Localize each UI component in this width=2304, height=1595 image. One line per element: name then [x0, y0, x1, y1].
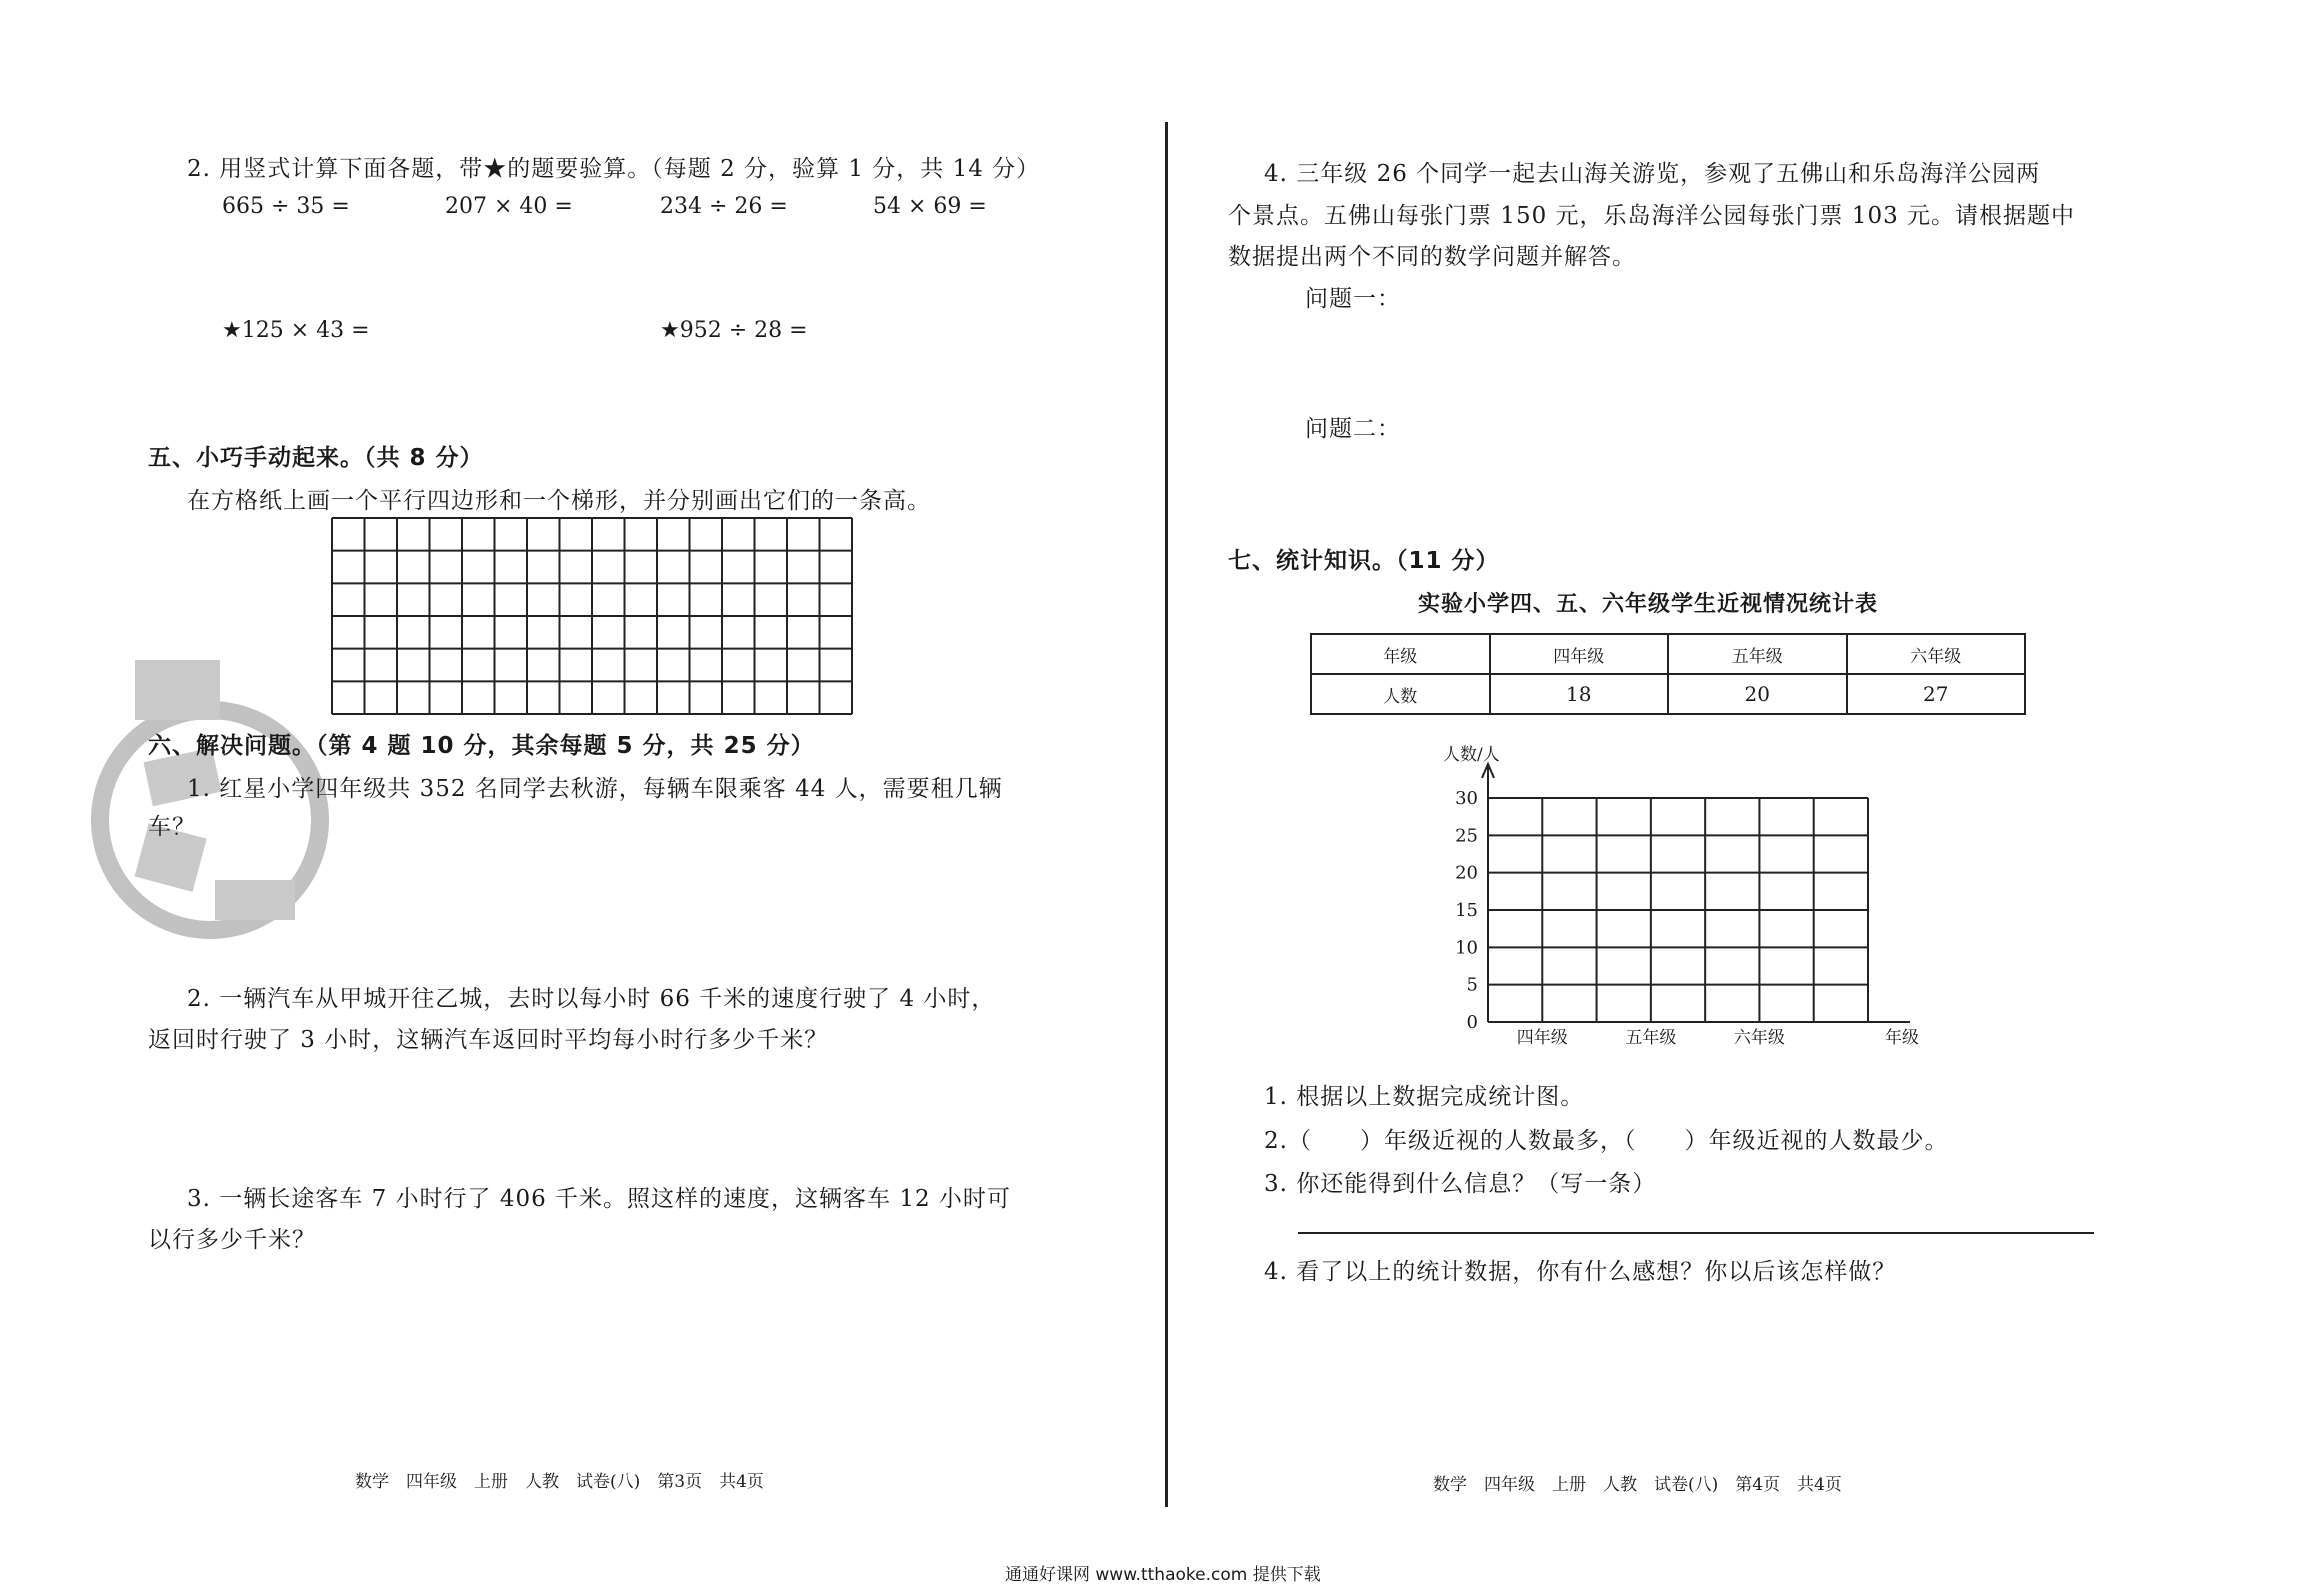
stats-question-1: 1. 根据以上数据完成统计图。	[1264, 1084, 1585, 1110]
problem-4-text-cont: 个景点。五佛山每张门票 150 元，乐岛海洋公园每张门票 103 元。请根据题中	[1228, 203, 2076, 229]
calc-item: 234 ÷ 26 =	[660, 194, 788, 219]
x-tick-label: 五年级	[1625, 1028, 1677, 1048]
y-tick-label: 5	[1466, 974, 1478, 996]
section-5-instruction: 在方格纸上画一个平行四边形和一个梯形，并分别画出它们的一条高。	[187, 488, 931, 514]
calc-item: 207 × 40 =	[445, 194, 573, 219]
question-one-label: 问题一：	[1305, 286, 1401, 312]
problem-2-text-cont: 返回时行驶了 3 小时，这辆汽车返回时平均每小时行多少千米？	[148, 1027, 829, 1053]
table-cell: 人数	[1311, 674, 1490, 714]
answer-line	[1298, 1232, 2094, 1234]
stats-question-3: 3. 你还能得到什么信息？（写一条）	[1264, 1171, 1657, 1197]
stats-question-4: 4. 看了以上的统计数据，你有什么感想？你以后该怎样做？	[1264, 1259, 1897, 1285]
table-title: 实验小学四、五、六年级学生近视情况统计表	[1418, 592, 1879, 617]
y-tick-label: 30	[1455, 788, 1478, 809]
stats-question-2: 2.（ ）年级近视的人数最多，（ ）年级近视的人数最少。	[1264, 1128, 1949, 1154]
page-footer-left: 数学 四年级 上册 人教 试卷(八) 第3页 共4页	[355, 1472, 764, 1492]
table-cell: 年级	[1311, 634, 1490, 674]
y-tick-label: 15	[1455, 900, 1478, 921]
table-cell: 六年级	[1847, 634, 2026, 674]
problem-3-text: 3. 一辆长途客车 7 小时行了 406 千米。照这样的速度，这辆客车 12 小时可	[187, 1186, 1011, 1212]
section-6-title: 六、解决问题。（第 4 题 10 分，其余每题 5 分，共 25 分）	[148, 733, 815, 759]
calc-question-heading: 2. 用竖式计算下面各题，带★的题要验算。（每题 2 分，验算 1 分，共 14 分）	[187, 156, 1041, 182]
table-cell: 18	[1490, 674, 1669, 714]
page-footer-right: 数学 四年级 上册 人教 试卷(八) 第4页 共4页	[1433, 1475, 1842, 1495]
y-tick-label: 25	[1455, 825, 1478, 847]
calc-item: 665 ÷ 35 =	[222, 194, 350, 219]
table-cell: 四年级	[1490, 634, 1669, 674]
y-axis-label: 人数/人	[1443, 745, 1500, 765]
calc-item-starred: ★125 × 43 =	[222, 318, 370, 343]
problem-4-text-cont: 数据提出两个不同的数学问题并解答。	[1228, 244, 1636, 270]
y-tick-label: 0	[1466, 1012, 1478, 1033]
problem-4-text: 4. 三年级 26 个同学一起去山海关游览，参观了五佛山和乐岛海洋公园两	[1264, 161, 2041, 187]
problem-2-text: 2. 一辆汽车从甲城开往乙城，去时以每小时 66 千米的速度行驶了 4 小时，	[187, 986, 996, 1012]
table-cell: 20	[1668, 674, 1847, 714]
x-tick-label: 六年级	[1733, 1028, 1785, 1048]
problem-1-text-cont: 车？	[148, 814, 196, 840]
section-5-title: 五、小巧手动起来。（共 8 分）	[148, 445, 484, 471]
calc-item-starred: ★952 ÷ 28 =	[660, 318, 808, 343]
bottom-credit: 通通好课网 www.tthaoke.com 提供下载	[1005, 1565, 1321, 1585]
problem-3-text-cont: 以行多少千米？	[148, 1227, 316, 1253]
x-tick-label: 四年级	[1516, 1028, 1568, 1048]
problem-1-text: 1. 红星小学四年级共 352 名同学去秋游，每辆车限乘客 44 人，需要租几辆	[187, 776, 1003, 802]
calc-item: 54 × 69 =	[873, 194, 987, 219]
y-tick-label: 20	[1455, 862, 1478, 884]
table-cell: 五年级	[1668, 634, 1847, 674]
table-cell: 27	[1847, 674, 2026, 714]
y-tick-label: 10	[1455, 937, 1478, 959]
section-7-title: 七、统计知识。（11 分）	[1228, 548, 1500, 574]
x-axis-label: 年级	[1885, 1028, 1919, 1048]
question-two-label: 问题二：	[1305, 416, 1401, 442]
